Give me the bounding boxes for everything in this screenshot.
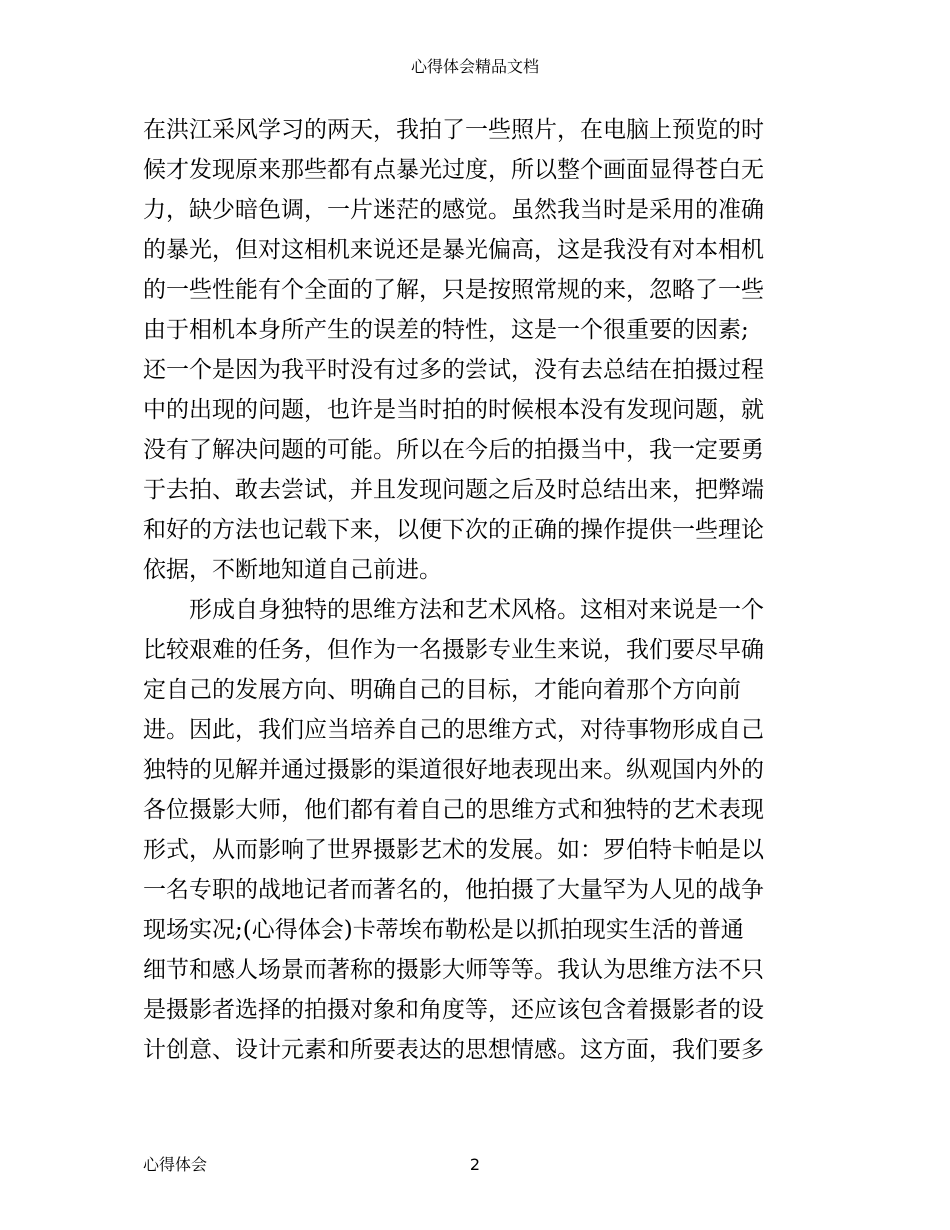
text-line: 还一个是因为我平时没有过多的尝试，没有去总结在拍摄过程	[143, 357, 764, 383]
text-line: 依据，不断地知道自己前进。	[143, 557, 442, 583]
text-line: 独特的见解并通过摄影的渠道很好地表现出来。纵观国内外的	[143, 757, 764, 783]
text-line: 由于相机本身所产生的误差的特性，这是一个很重要的因素;	[143, 317, 749, 343]
text-line: 没有了解决问题的可能。所以在今后的拍摄当中，我一定要勇	[143, 437, 764, 463]
text-line: 是摄影者选择的拍摄对象和角度等，还应该包含着摄影者的设	[143, 997, 764, 1023]
text-line: 形式，从而影响了世界摄影艺术的发展。如：罗伯特卡帕是以	[143, 837, 764, 863]
text-line: 的一些性能有个全面的了解，只是按照常规的来，忽略了一些	[143, 277, 764, 303]
paragraph-1	[143, 110, 811, 590]
paragraph-2	[143, 590, 811, 1070]
text-line: 进。因此，我们应当培养自己的思维方式，对待事物形成自己	[143, 717, 764, 743]
text-line: 计创意、设计元素和所要表达的思想情感。这方面，我们要多	[143, 1037, 764, 1063]
text-line: 细节和感人场景而著称的摄影大师等等。我认为思维方法不只	[143, 957, 764, 983]
text-line: 的暴光，但对这相机来说还是暴光偏高，这是我没有对本相机	[143, 237, 764, 263]
text-line: 定自己的发展方向、明确自己的目标，才能向着那个方向前	[143, 677, 741, 703]
text-line: 在洪江采风学习的两天，我拍了一些照片，在电脑上预览的时	[143, 117, 764, 143]
text-line: 形成自身独特的思维方法和艺术风格。这相对来说是一个	[143, 597, 764, 623]
text-line: 和好的方法也记载下来，以便下次的正确的操作提供一些理论	[143, 517, 764, 543]
text-line: 力，缺少暗色调，一片迷茫的感觉。虽然我当时是采用的准确	[143, 197, 764, 223]
text-line: 中的出现的问题，也许是当时拍的时候根本没有发现问题，就	[143, 397, 764, 423]
text-line: 各位摄影大师，他们都有着自己的思维方式和独特的艺术表现	[143, 797, 764, 823]
text-line: 现场实况;(心得体会)卡蒂埃布勒松是以抓拍现实生活的普通	[143, 917, 744, 943]
document-body	[143, 110, 811, 1070]
document-header-title: 心得体会精品文档	[410, 57, 539, 76]
page-number: 2	[469, 1155, 481, 1174]
text-line: 候才发现原来那些都有点暴光过度，所以整个画面显得苍白无	[143, 157, 764, 183]
footer-label: 心得体会	[143, 1155, 208, 1174]
text-line: 一名专职的战地记者而著名的，他拍摄了大量罕为人见的战争	[143, 877, 764, 903]
text-line: 比较艰难的任务，但作为一名摄影专业生来说，我们要尽早确	[143, 637, 764, 663]
text-line: 于去拍、敢去尝试，并且发现问题之后及时总结出来，把弊端	[143, 477, 764, 503]
